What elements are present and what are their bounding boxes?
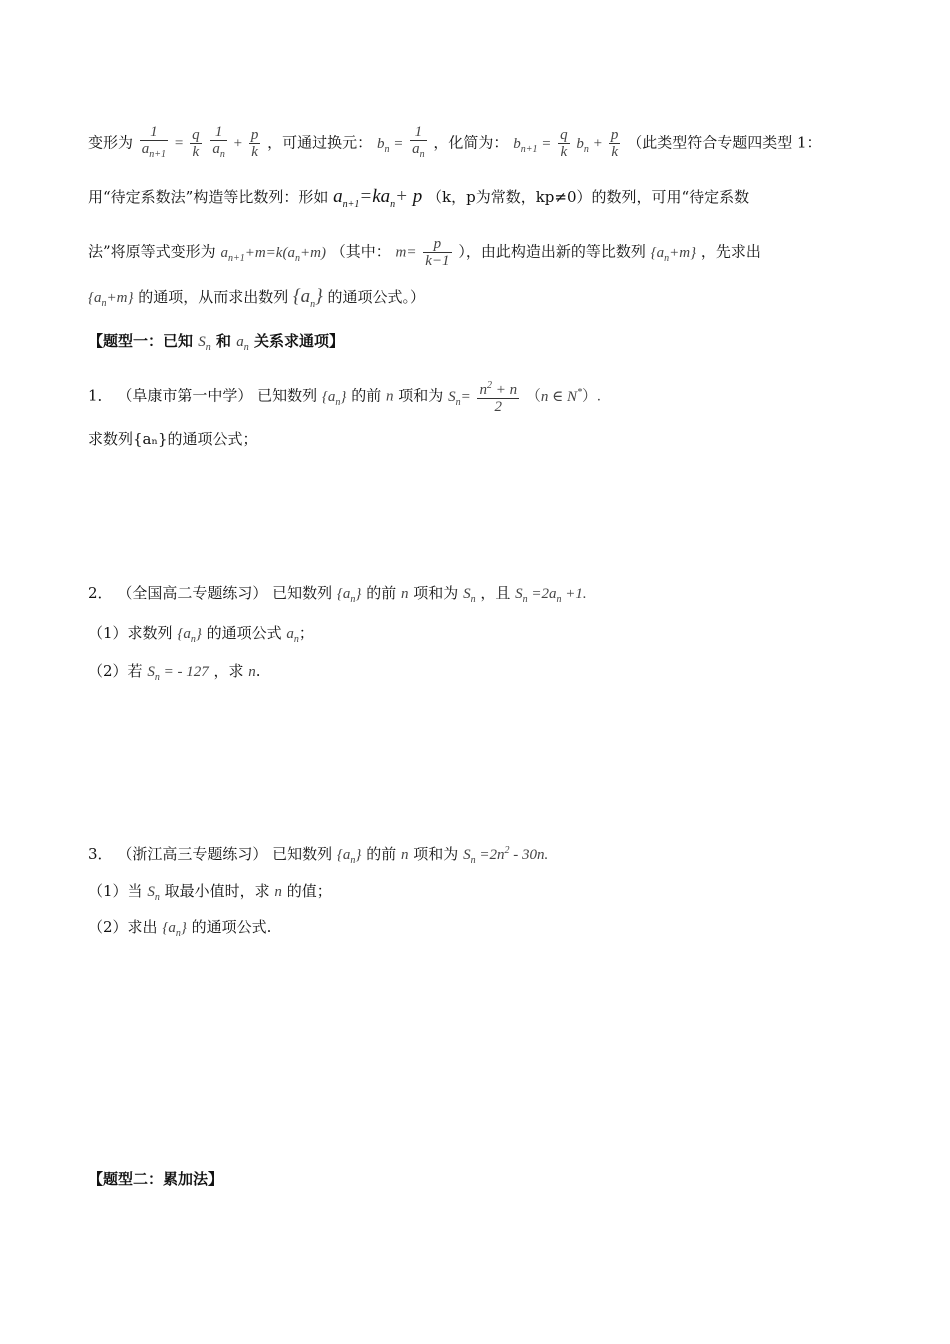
formula-substitution: $b_n$ = [376, 135, 404, 155]
problem-1: 1． （阜康市第一中学） 已知数列 $\{a_n\}$ 的前 n 项和为 $S_n=$ $\frac{n^2 + n}{2}$ （n ∈ N*）. [88, 380, 601, 415]
formula-geometric-seq: $\{a_n+m\}$ [650, 244, 697, 264]
section-heading-type-1: 【题型一：已知 $S_n$ 和 $a_n$ 关系求通项】 [88, 332, 344, 353]
problem-1-part-1: 求数列{aₙ}的通项公式； [88, 430, 258, 448]
formula-simplified: $b_{n+1}$ = [513, 135, 552, 155]
formula-reciprocal-a-n-plus-1: $\frac{1}{a_{n+1}}$ [141, 124, 167, 160]
problem-3-part-1: （1）当 $S_n$ 取最小值时，求 n 的值； [88, 882, 332, 903]
formula-sum-2: $S_n =2a_n +1$. [515, 586, 587, 605]
formula-recurrence: $a_{n+1}=ka_n+ p$ [333, 186, 423, 210]
intro-line-2: 用“待定系数法”构造等比数列：形如 $a_{n+1}=ka_n+ p$ （k，p为常数，kp≠0）的数列，可用“待定系数 [88, 186, 750, 210]
formula-sum-1: $S_n=$ [448, 388, 471, 408]
intro-line-4: $\{a_n+m\}$ 的通项，从而求出数列 $\{a_n\}$ 的通项公式。） [88, 286, 426, 310]
intro-line-3: 法”将原等式变形为 $a_{n+1}+m=k(a_n+m)$ （其中： m= $\frac{p}{k-1}$ ），由此构造出新的等比数列 $\{a_n+m\}$ ，先求出 [88, 236, 761, 269]
formula-transformed: $a_{n+1}+m=k(a_n+m)$ [220, 244, 326, 264]
section-heading-type-2: 【题型二：累加法】 [88, 1170, 224, 1188]
formula-sum-3: $S_n =2n^2 - 30n$. [463, 845, 549, 866]
problem-2-part-2: （2）若 $S_n$ = - 127 ，求 n. [88, 662, 261, 683]
intro-line-1: 变形为 $\frac{1}{a_{n+1}}$ = $\frac{q}{k}$ $\frac{1}{a_n}$ + $\frac{p}{k}$ ，可通过换元： $b_n$ = $\frac{1}{a_n}$ ，化简为： $b_{n+1}$ = $\frac{q}{k}$ $b_n$ + $\frac{p}{k}$ （此类型符合专题四类型 1： [88, 124, 822, 163]
problem-3-part-2: （2）求出 $\{a_n\}$ 的通项公式. [88, 918, 272, 939]
problem-3: 3． （浙江高三专题练习） 已知数列 $\{a_n\}$ 的前 n 项和为 $S_n =2n^2 - 30n$. [88, 845, 549, 866]
formula-m: m= [395, 244, 417, 261]
problem-2: 2． （全国高二专题练习） 已知数列 $\{a_n\}$ 的前 n 项和为 $S_n$ ，且 $S_n =2a_n +1$. [88, 584, 587, 605]
problem-2-part-1: （1）求数列 $\{a_n\}$ 的通项公式 $a_n$； [88, 624, 314, 645]
